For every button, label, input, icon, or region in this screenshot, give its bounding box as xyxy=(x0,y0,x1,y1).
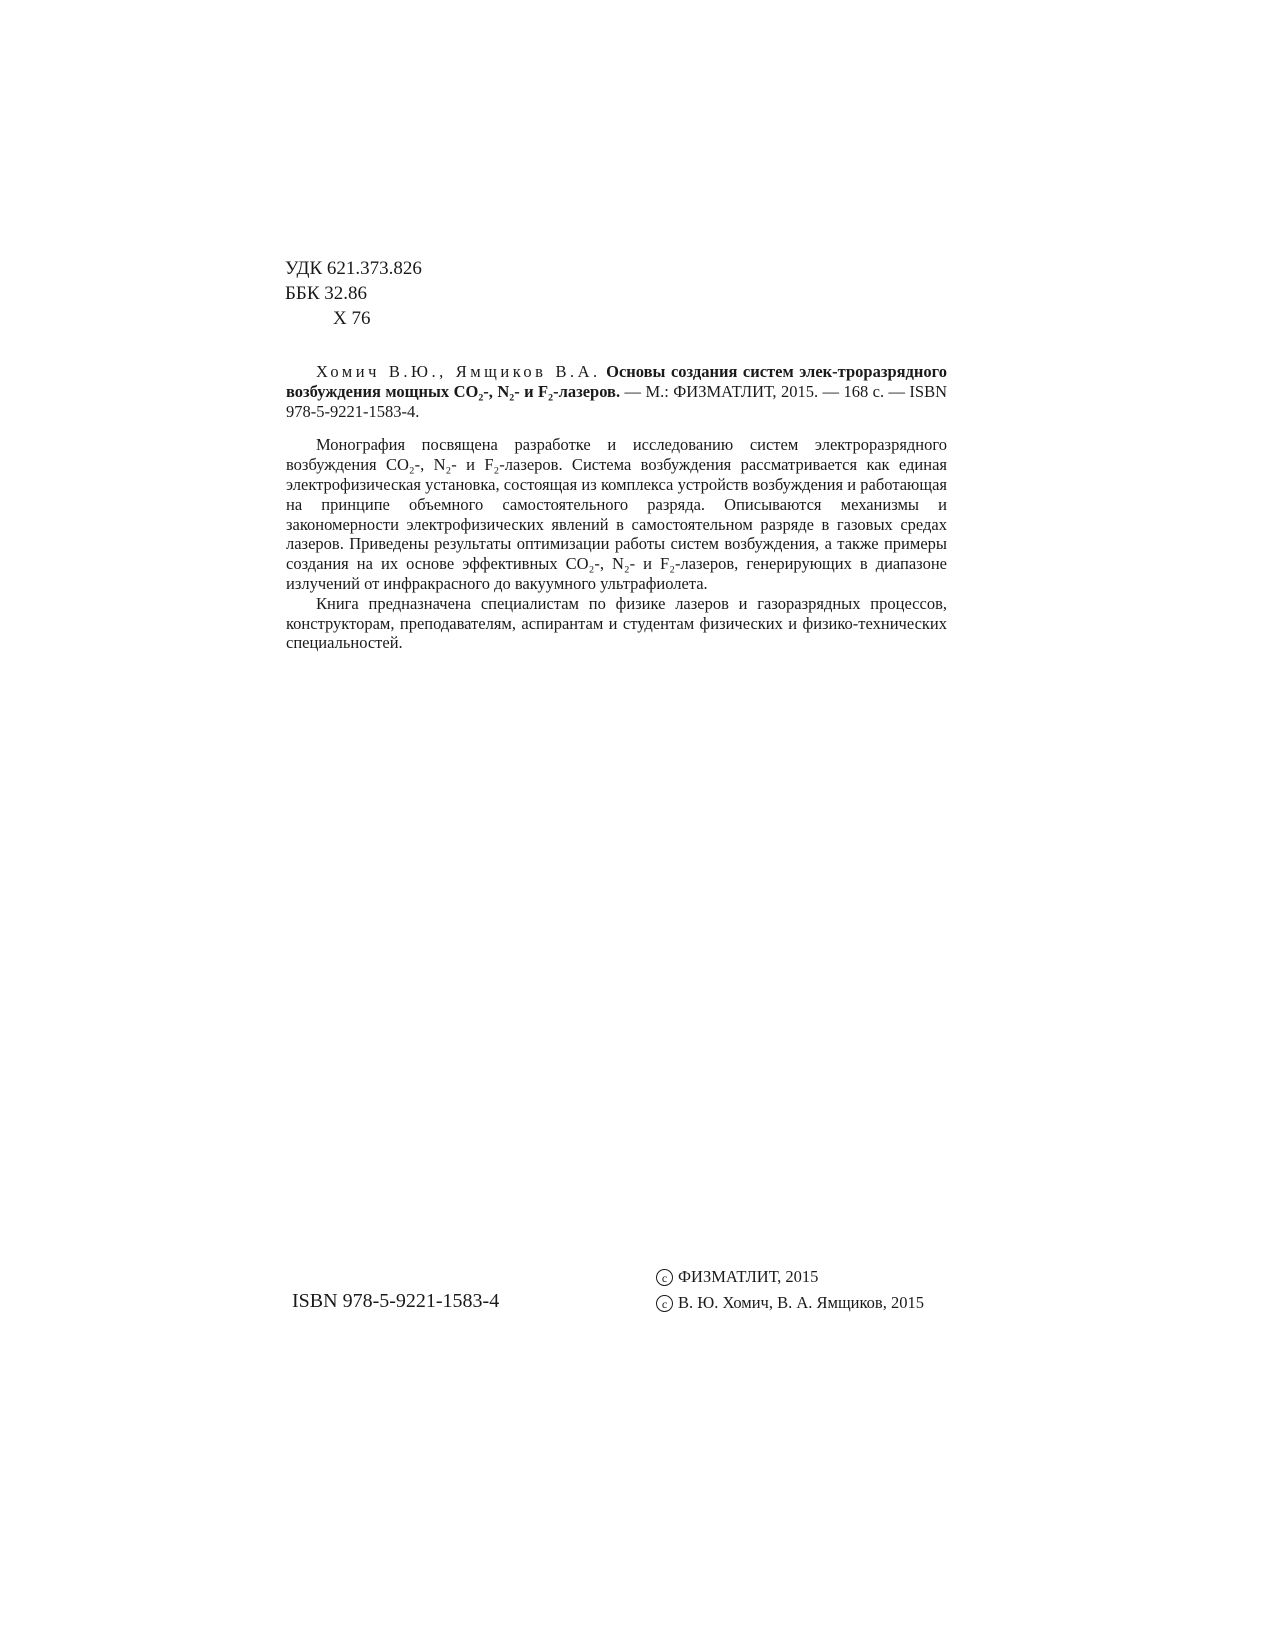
copyright-icon: c xyxy=(656,1269,673,1286)
copyright-authors-line xyxy=(656,1290,924,1316)
copyright-publisher-line xyxy=(656,1264,924,1290)
annotation-paragraph-1: Монография посвящена разработке и исследованию систем электроразрядного возбуждения CO₂-, N₂- и F₂-лазеров. Система возбуждения рассматривается как единая электрофизическая установка, состоящая из комплекса устройств возбуждения и работающая на принципе объемного самостоятельного разряда. Описываются механизмы и закономерности электрофизических явлений в самостоятельном разряде в газовых средах лазеров. Приведены результаты оптимизации работы систем возбуждения, а также примеры создания на их основе эффективных CO₂-, N₂- и F₂-лазеров, генерирующих в диапазоне излучений от инфракрасного до вакуумного ультрафиолета. xyxy=(286,435,947,593)
udk-code: УДК 621.373.826 xyxy=(285,258,422,279)
citation-title-part2: троразрядного возбуждения мощных CO₂-, N₂- и F₂-лазеров. xyxy=(286,362,947,401)
citation-dash: — xyxy=(624,381,642,401)
isbn-footer: ISBN 978-5-9221-1583-4 xyxy=(292,1290,500,1312)
copyright-icon: c xyxy=(656,1295,673,1312)
bibliographic-block xyxy=(286,362,947,653)
classification-codes xyxy=(285,256,422,331)
author-mark: Х 76 xyxy=(333,308,371,329)
copyright-publisher: ФИЗМАТЛИТ, 2015 xyxy=(678,1267,819,1286)
citation-imprint: М.: ФИЗМАТЛИТ, 2015. — 168 с. — ISBN 978-5-9221-1583-4. xyxy=(286,381,948,421)
bbk-code: ББК 32.86 xyxy=(285,283,367,304)
citation xyxy=(286,362,947,421)
annotation-paragraph-2: Книга предназначена специалистам по физике лазеров и газоразрядных процессов, конструкторам, преподавателям, аспирантам и студентам физических и физико-технических специальностей. xyxy=(286,593,947,653)
citation-authors: Хомич В.Ю., Ямщиков В.А. xyxy=(316,362,601,381)
copyright-authors: В. Ю. Хомич, В. А. Ямщиков, 2015 xyxy=(678,1293,924,1312)
copyright-block xyxy=(656,1264,924,1316)
citation-title-part1: Основы создания систем элек- xyxy=(606,362,838,381)
